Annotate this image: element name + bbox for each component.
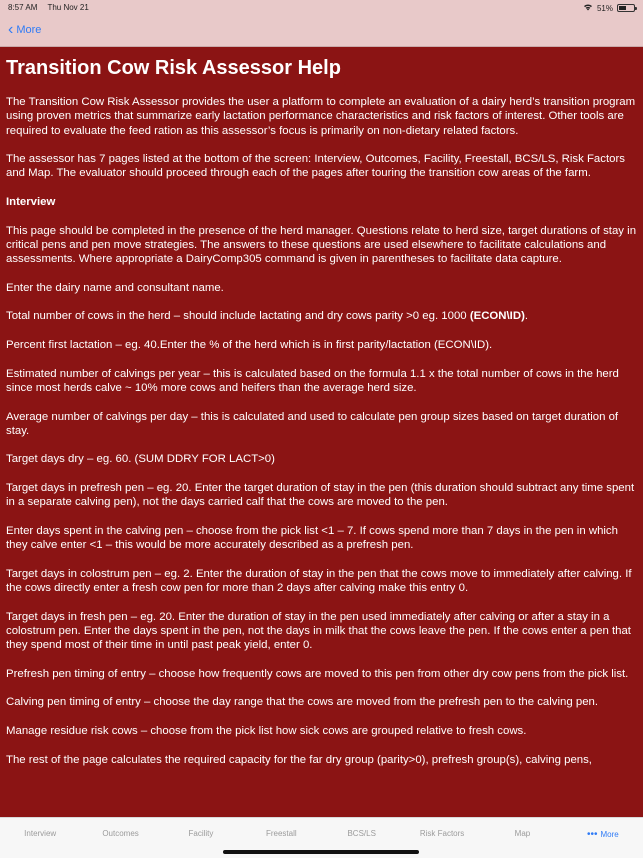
tab-label: Map <box>514 829 531 838</box>
status-bar <box>0 0 643 16</box>
more-dots-icon: ••• <box>586 829 598 840</box>
tab-label: BCS/LS <box>347 829 376 838</box>
back-button[interactable] <box>8 22 41 38</box>
intro-paragraph-1: The Transition Cow Risk Assessor provides the user a platform to complete an evaluation of a dairy herd’s transition program using proven metrics that summarize early lactation performance characteristics and risk factors of interest. Other tools are required to evaluate the feed ration as this assessor’s focus is primarily on non-dietary related factors. <box>6 96 636 137</box>
help-paragraph: This page should be completed in the presence of the herd manager. Questions relate to herd size, target durations of stay in critical pens and pen move strategies. The answers to these questions are used elsewhere to facilitate calculations and assessments. Where appropriate a DairyComp305 command is given in parentheses to facilitate data capture. <box>6 224 637 266</box>
tab-outcomes[interactable] <box>80 818 160 858</box>
help-paragraph: Prefresh pen timing of entry – choose how frequently cows are moved to this pen from other dry cow pens from the pick list. <box>6 667 629 680</box>
status-right <box>583 3 635 13</box>
econ-command: (ECON\ID) <box>469 310 525 323</box>
tab-label: Facility <box>188 829 214 838</box>
help-paragraph: Target days dry – eg. 60. (SUM DDRY FOR LACT>0) <box>6 453 275 466</box>
wifi-icon <box>583 3 593 13</box>
herd-size-text: Total number of cows in the herd – should include lactating and dry cows parity >0 eg. 1000 <box>6 310 470 323</box>
status-date: Thu Nov 21 <box>47 3 89 12</box>
help-paragraph: Calving pen timing of entry – choose the day range that the cows are moved from the prefresh pen to the calving pen. <box>6 696 599 709</box>
tab-label: Interview <box>24 829 57 838</box>
battery-percent: 51% <box>596 3 613 13</box>
help-paragraph: Average number of calvings per day – this is calculated and used to calculate pen group sizes based on target duration of stay. <box>6 410 619 437</box>
status-left <box>8 3 97 12</box>
help-paragraph: Target days in fresh pen – eg. 20. Enter the duration of stay in the pen used immediately after calving or after a stay in a colostrum pen. Enter the days spent in the pen, not the days in milk that the cows leave the pen. If the cows enter a pen that they spend most of their time in until past peak yield, enter 0. <box>6 610 631 652</box>
help-content[interactable] <box>0 47 643 817</box>
tab-label: Freestall <box>265 829 297 838</box>
help-paragraph: Percent first lactation – eg. 40.Enter the % of the herd which is in first parity/lactation (ECON\ID). <box>6 339 493 352</box>
intro-paragraph-2: The assessor has 7 pages listed at the bottom of the screen: Interview, Outcomes, Facility, Freestall, BCS/LS, Risk Factors and Map. The evaluator should proceed through each of the pages after touring the transition cow areas of the farm. <box>6 153 625 180</box>
help-paragraph: Target days in colostrum pen – eg. 2. Enter the duration of stay in the pen that the cows move to immediately after calving. If the cows directly enter a fresh cow pen for more than 2 days after calving make this entry 0. <box>6 567 632 595</box>
navigation-bar <box>0 16 643 47</box>
page-title: Transition Cow Risk Assessor Help <box>6 57 341 79</box>
tab-more[interactable] <box>563 818 643 858</box>
back-label: More <box>16 24 42 36</box>
help-paragraph: Enter days spent in the calving pen – choose from the pick list <1 – 7. If cows spend more than 7 days in the pen in which they calve enter <1 – this would be more accurately described as a prefresh pen. <box>6 524 618 552</box>
tab-label: Outcomes <box>102 829 139 838</box>
tab-label: Risk Factors <box>419 829 465 838</box>
tab-interview[interactable] <box>0 818 80 858</box>
help-paragraph: Target days in prefresh pen – eg. 20. Enter the target duration of stay in the pen (this duration should subtract any time spent in a separate calving pen), not the days carried calf that the cows are moved to the pen. <box>6 482 635 509</box>
battery-icon <box>617 4 635 12</box>
tab-map[interactable] <box>482 818 562 858</box>
help-paragraph: The rest of the page calculates the required capacity for the far dry group (parity>0), prefresh group(s), calving pens, <box>6 753 592 766</box>
battery-level <box>619 6 626 10</box>
help-paragraph: Enter the dairy name and consultant name. <box>6 281 224 294</box>
help-paragraph: Estimated number of calvings per year – this is calculated based on the formula 1.1 x the total number of cows in the herd since most herds calve ~ 10% more cows and heifers than the average herd size. <box>6 367 619 394</box>
home-indicator <box>223 850 419 854</box>
chevron-left-icon: ‹ <box>8 21 14 38</box>
herd-size-end: . <box>524 310 529 323</box>
section-heading-interview: Interview <box>6 196 56 209</box>
help-paragraph-herd-size <box>6 309 637 323</box>
help-paragraph: Manage residue risk cows – choose from the pick list how sick cows are grouped relative to fresh cows. <box>6 725 527 738</box>
status-time: 8:57 AM <box>8 3 38 12</box>
tab-label: More <box>600 830 619 839</box>
